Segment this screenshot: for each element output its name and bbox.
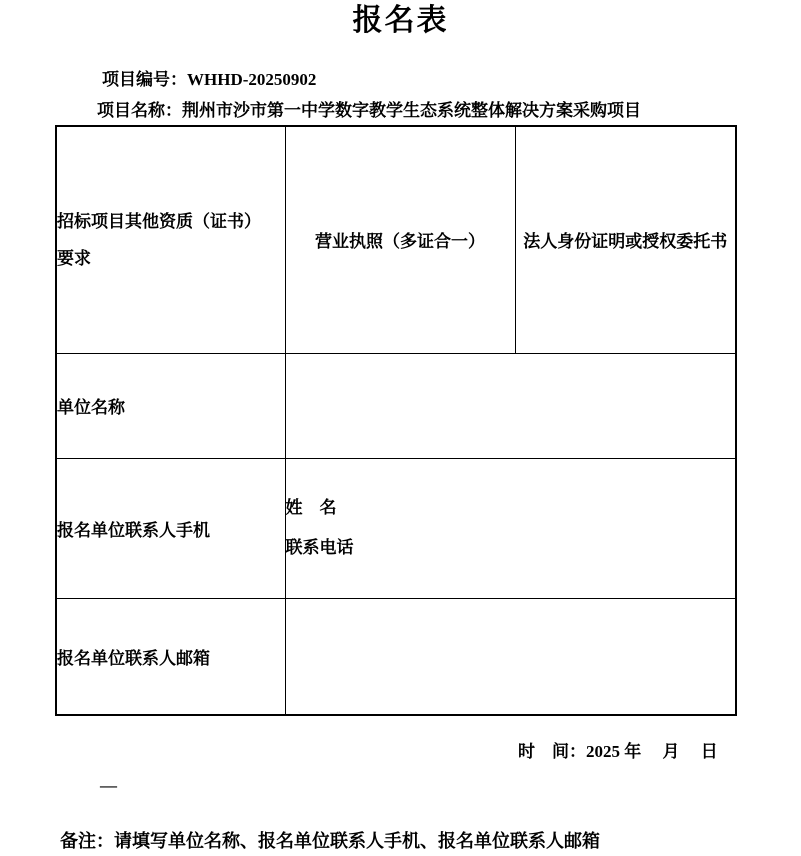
table-row-contact-phone bbox=[56, 458, 736, 598]
project-name-label: 项目名称： bbox=[97, 101, 182, 120]
project-name-line bbox=[97, 101, 641, 121]
table-row-qualification bbox=[56, 126, 736, 353]
legal-person-proof-cell: 法人身份证明或授权委托书 bbox=[515, 126, 736, 353]
page-title: 报名表 bbox=[352, 4, 449, 37]
contact-phone-label-cell: 报名单位联系人手机 bbox=[56, 458, 285, 598]
contact-name-prompt: 姓 名 bbox=[285, 498, 337, 517]
stray-dash: — bbox=[100, 776, 117, 795]
date-line: 时 间：2025 年 月 日 bbox=[518, 742, 718, 761]
table-row-unit-name bbox=[56, 353, 736, 458]
contact-telephone-prompt: 联系电话 bbox=[285, 538, 354, 557]
note-line: 备注：请填写单位名称、报名单位联系人手机、报名单位联系人邮箱 bbox=[60, 831, 600, 851]
project-number-label: 项目编号： bbox=[102, 70, 187, 89]
contact-email-label-cell: 报名单位联系人邮箱 bbox=[56, 598, 285, 715]
unit-name-value-cell[interactable] bbox=[285, 353, 736, 458]
qualification-label-line-1: 招标项目其他资质（证书） bbox=[57, 211, 261, 231]
business-license-cell: 营业执照（多证合一） bbox=[285, 126, 515, 353]
project-number-value: WHHD-20250902 bbox=[187, 70, 317, 89]
table-row-contact-email bbox=[56, 598, 736, 715]
qualification-requirement-label-cell bbox=[56, 126, 285, 353]
project-number-line bbox=[102, 70, 316, 90]
registration-table bbox=[55, 125, 737, 716]
unit-name-label-cell: 单位名称 bbox=[56, 353, 285, 458]
qualification-label-line-2: 要求 bbox=[57, 248, 91, 268]
contact-phone-value-cell[interactable] bbox=[285, 458, 736, 598]
contact-email-value-cell[interactable] bbox=[285, 598, 736, 715]
project-name-value: 荆州市沙市第一中学数字教学生态系统整体解决方案采购项目 bbox=[182, 101, 641, 120]
